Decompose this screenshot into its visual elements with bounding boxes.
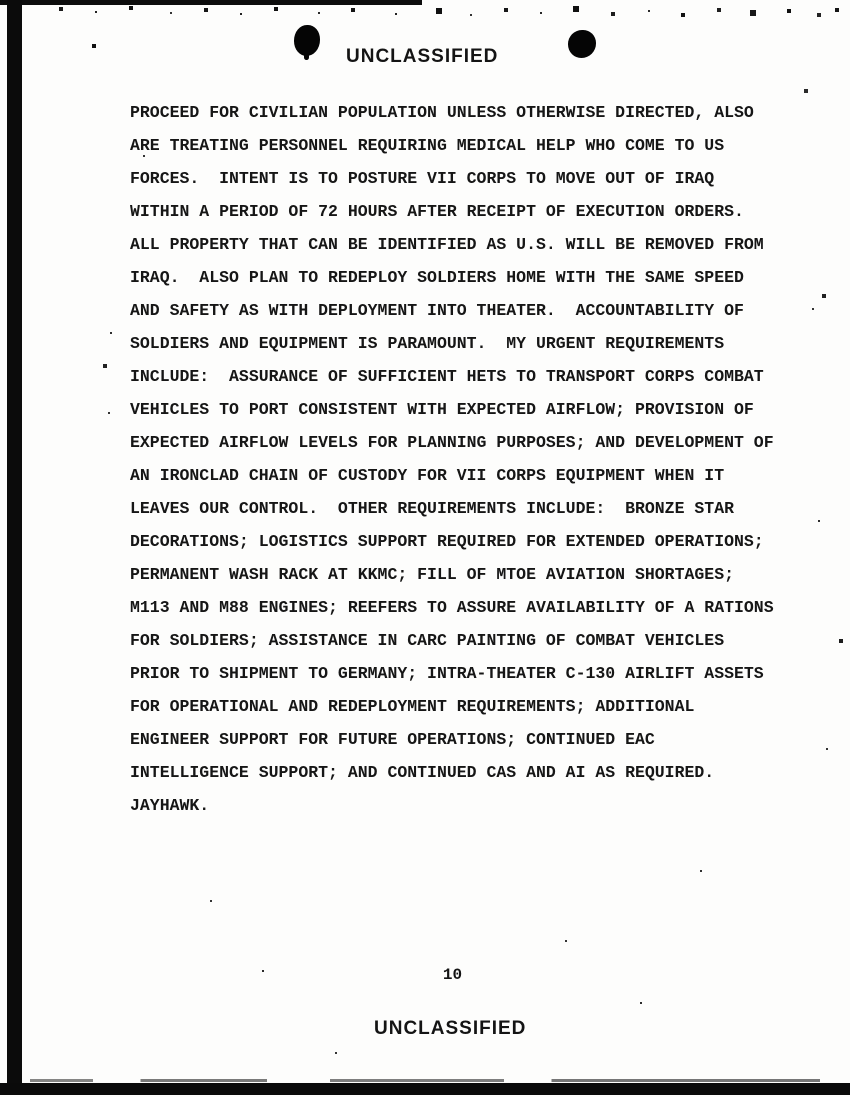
text-line: IRAQ. ALSO PLAN TO REDEPLOY SOLDIERS HOME WITH THE SAME SPEED [130,268,744,287]
classification-footer: UNCLASSIFIED [374,1018,527,1039]
text-line: SOLDIERS AND EQUIPMENT IS PARAMOUNT. MY URGENT REQUIREMENTS [130,334,725,353]
text-line: PERMANENT WASH RACK AT KKMC; FILL OF MTOE AVIATION SHORTAGES; [130,565,734,584]
text-line: LEAVES OUR CONTROL. OTHER REQUIREMENTS INCLUDE: BRONZE STAR [130,499,734,518]
ink-stamp-dot-icon [294,25,320,56]
text-line: ARE TREATING PERSONNEL REQUIRING MEDICAL HELP WHO COME TO US [130,136,725,155]
document-body-text [130,96,810,822]
page-number: 10 [442,966,463,984]
text-line: FOR OPERATIONAL AND REDEPLOYMENT REQUIREMENTS; ADDITIONAL [130,697,695,716]
text-line: AN IRONCLAD CHAIN OF CUSTODY FOR VII CORPS EQUIPMENT WHEN IT [130,466,725,485]
text-line: FORCES. INTENT IS TO POSTURE VII CORPS TO MOVE OUT OF IRAQ [130,169,715,188]
text-line: INTELLIGENCE SUPPORT; AND CONTINUED CAS AND AI AS REQUIRED. [130,763,715,782]
text-line: M113 AND M88 ENGINES; REEFERS TO ASSURE AVAILABILITY OF A RATIONS [130,598,774,617]
text-line: JAYHAWK. [130,796,210,815]
scan-edge-left [7,0,22,1086]
classification-header: UNCLASSIFIED [346,46,499,67]
text-line: WITHIN A PERIOD OF 72 HOURS AFTER RECEIPT OF EXECUTION ORDERS. [130,202,744,221]
text-line: VEHICLES TO PORT CONSISTENT WITH EXPECTED AIRFLOW; PROVISION OF [130,400,754,419]
text-line: EXPECTED AIRFLOW LEVELS FOR PLANNING PURPOSES; AND DEVELOPMENT OF [130,433,774,452]
scan-edge-top [0,0,422,5]
scan-edge-bottom [0,1083,850,1095]
text-line: ENGINEER SUPPORT FOR FUTURE OPERATIONS; CONTINUED EAC [130,730,655,749]
text-line: INCLUDE: ASSURANCE OF SUFFICIENT HETS TO TRANSPORT CORPS COMBAT [130,367,764,386]
text-line: DECORATIONS; LOGISTICS SUPPORT REQUIRED FOR EXTENDED OPERATIONS; [130,532,764,551]
scan-edge-bottom-shadow [30,1079,820,1082]
text-line: PRIOR TO SHIPMENT TO GERMANY; INTRA-THEATER C-130 AIRLIFT ASSETS [130,664,764,683]
text-line: PROCEED FOR CIVILIAN POPULATION UNLESS OTHERWISE DIRECTED, ALSO [130,103,754,122]
ink-stamp-dot-icon [568,30,596,58]
text-line: FOR SOLDIERS; ASSISTANCE IN CARC PAINTING OF COMBAT VEHICLES [130,631,725,650]
scan-speckles [0,0,2,2]
text-line: ALL PROPERTY THAT CAN BE IDENTIFIED AS U.S. WILL BE REMOVED FROM [130,235,764,254]
text-line: AND SAFETY AS WITH DEPLOYMENT INTO THEATER. ACCOUNTABILITY OF [130,301,744,320]
